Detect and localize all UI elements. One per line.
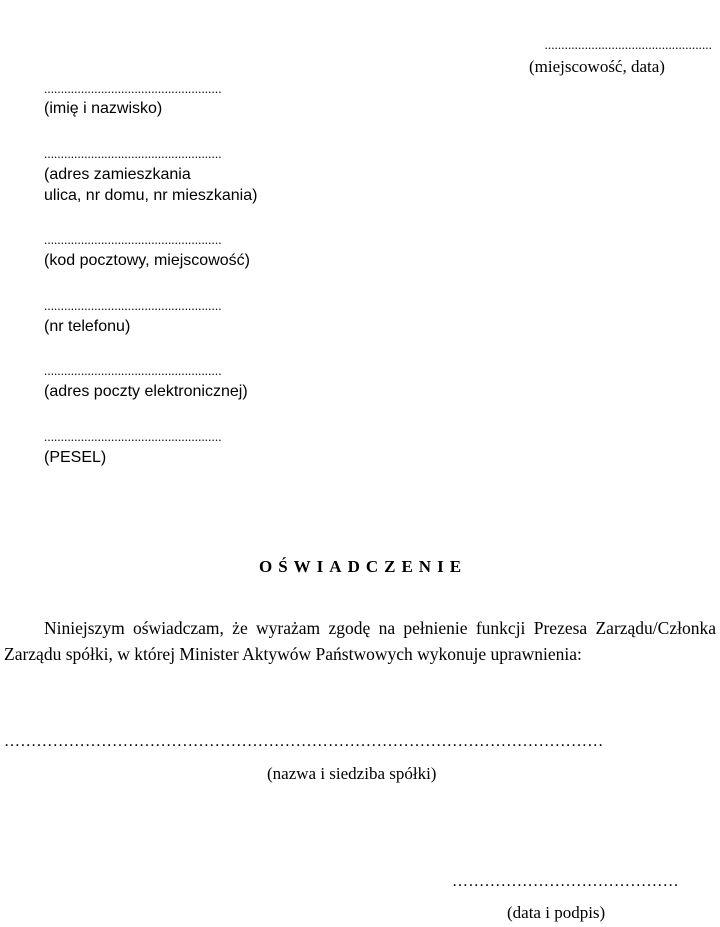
phone-line: ..................................................... xyxy=(44,298,222,313)
address-line: ..................................................... xyxy=(44,146,222,161)
signature-label: (data i podpis) xyxy=(507,903,606,922)
address-label: (adres zamieszkania xyxy=(44,166,191,183)
name-label: (imię i nazwisko) xyxy=(44,100,163,117)
name-line: ..................................................... xyxy=(44,81,222,96)
email-label: (adres poczty elektronicznej) xyxy=(44,383,248,400)
email-line: ..................................................... xyxy=(44,363,222,378)
document-title: OŚWIADCZENIE xyxy=(259,557,468,576)
company-label: (nazwa i siedziba spółki) xyxy=(267,764,437,783)
company-line: ………………………………………………………………………………………………… xyxy=(4,733,604,750)
postal-label: (kod pocztowy, miejscowość) xyxy=(44,252,250,269)
address-label-details: ulica, nr domu, nr mieszkania) xyxy=(44,187,258,204)
place-date-label: (miejscowość, data) xyxy=(529,57,665,76)
signature-line: …………………………………… xyxy=(452,873,679,890)
postal-line: ..................................................... xyxy=(44,232,222,247)
place-date-line: .................................................. xyxy=(544,37,712,52)
pesel-label: (PESEL) xyxy=(44,449,107,466)
pesel-line: ..................................................... xyxy=(44,429,222,444)
declaration-text: Niniejszym oświadczam, że wyrażam zgodę na pełnienie funkcji Prezesa Zarządu/Członka Zarządu spółki, w której Minister Aktywów Państwowych wykonuje uprawnienia: xyxy=(4,617,716,664)
phone-label: (nr telefonu) xyxy=(44,318,131,335)
